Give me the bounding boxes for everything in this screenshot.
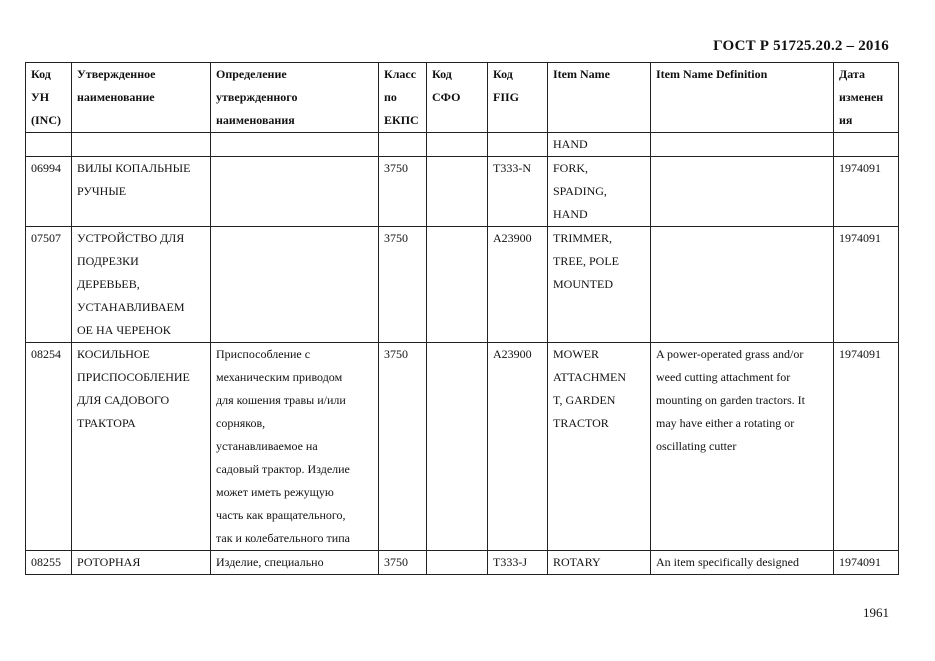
column-header-inc: Код УН (INC)	[26, 63, 72, 133]
cell-date: 1974091	[834, 343, 899, 551]
cell-inc: 07507	[26, 227, 72, 343]
table-row	[26, 133, 899, 157]
cell-approved-name	[72, 133, 211, 157]
cell-item-name: ROTARY	[548, 551, 651, 575]
cell-date: 1974091	[834, 157, 899, 227]
cell-inc	[26, 133, 72, 157]
document-header: ГОСТ Р 51725.20.2 – 2016	[713, 38, 889, 54]
cell-definition: Изделие, специально	[211, 551, 379, 575]
cell-item-definition	[651, 133, 834, 157]
cell-approved-name: РОТОРНАЯ	[72, 551, 211, 575]
cell-definition	[211, 227, 379, 343]
column-header-date: Дата изменен ия	[834, 63, 899, 133]
cell-inc: 06994	[26, 157, 72, 227]
cell-class: 3750	[379, 227, 427, 343]
cell-sfo	[427, 343, 488, 551]
table-row	[26, 227, 899, 343]
column-header-fiig: Код FIIG	[488, 63, 548, 133]
cell-approved-name: ВИЛЫ КОПАЛЬНЫЕ РУЧНЫЕ	[72, 157, 211, 227]
column-header-definition: Определение утвержденного наименования	[211, 63, 379, 133]
cell-sfo	[427, 157, 488, 227]
cell-item-definition	[651, 157, 834, 227]
cell-definition	[211, 157, 379, 227]
cell-item-definition	[651, 227, 834, 343]
cell-item-name: TRIMMER, TREE, POLE MOUNTED	[548, 227, 651, 343]
cell-sfo	[427, 227, 488, 343]
cell-fiig: T333-N	[488, 157, 548, 227]
cell-item-name: MOWER ATTACHMEN T, GARDEN TRACTOR	[548, 343, 651, 551]
cell-sfo	[427, 133, 488, 157]
cell-date	[834, 133, 899, 157]
cell-fiig: A23900	[488, 227, 548, 343]
cell-item-definition: An item specifically designed	[651, 551, 834, 575]
cell-date: 1974091	[834, 551, 899, 575]
table-row	[26, 343, 899, 551]
cell-date: 1974091	[834, 227, 899, 343]
column-header-class: Класс по ЕКПС	[379, 63, 427, 133]
cell-fiig	[488, 133, 548, 157]
cell-item-name: HAND	[548, 133, 651, 157]
cell-inc: 08254	[26, 343, 72, 551]
cell-approved-name: КОСИЛЬНОЕ ПРИСПОСОБЛЕНИЕ ДЛЯ САДОВОГО ТРАКТОРА	[72, 343, 211, 551]
column-header-approved-name: Утвержденное наименование	[72, 63, 211, 133]
column-header-sfo: Код СФО	[427, 63, 488, 133]
catalog-table	[25, 62, 899, 575]
cell-approved-name: УСТРОЙСТВО ДЛЯ ПОДРЕЗКИ ДЕРЕВЬЕВ, УСТАНАВЛИВАЕМ ОЕ НА ЧЕРЕНОК	[72, 227, 211, 343]
cell-class: 3750	[379, 551, 427, 575]
cell-class: 3750	[379, 157, 427, 227]
cell-item-name: FORK, SPADING, HAND	[548, 157, 651, 227]
cell-class: 3750	[379, 343, 427, 551]
column-header-item-name: Item Name	[548, 63, 651, 133]
cell-sfo	[427, 551, 488, 575]
table-row	[26, 551, 899, 575]
cell-fiig: T333-J	[488, 551, 548, 575]
cell-definition	[211, 133, 379, 157]
page-number: 1961	[863, 605, 889, 620]
cell-class	[379, 133, 427, 157]
column-header-item-name-definition: Item Name Definition	[651, 63, 834, 133]
cell-definition: Приспособление с механическим приводом для кошения травы и/или сорняков, устанавливаемое на садовый трактор. Изделие может иметь режущую часть как вращательного, так и колебательного типа	[211, 343, 379, 551]
cell-fiig: A23900	[488, 343, 548, 551]
table-row	[26, 157, 899, 227]
table-header-row	[26, 63, 899, 133]
cell-item-definition: A power-operated grass and/or weed cutting attachment for mounting on garden tractors. It may have either a rotating or oscillating cutter	[651, 343, 834, 551]
cell-inc: 08255	[26, 551, 72, 575]
